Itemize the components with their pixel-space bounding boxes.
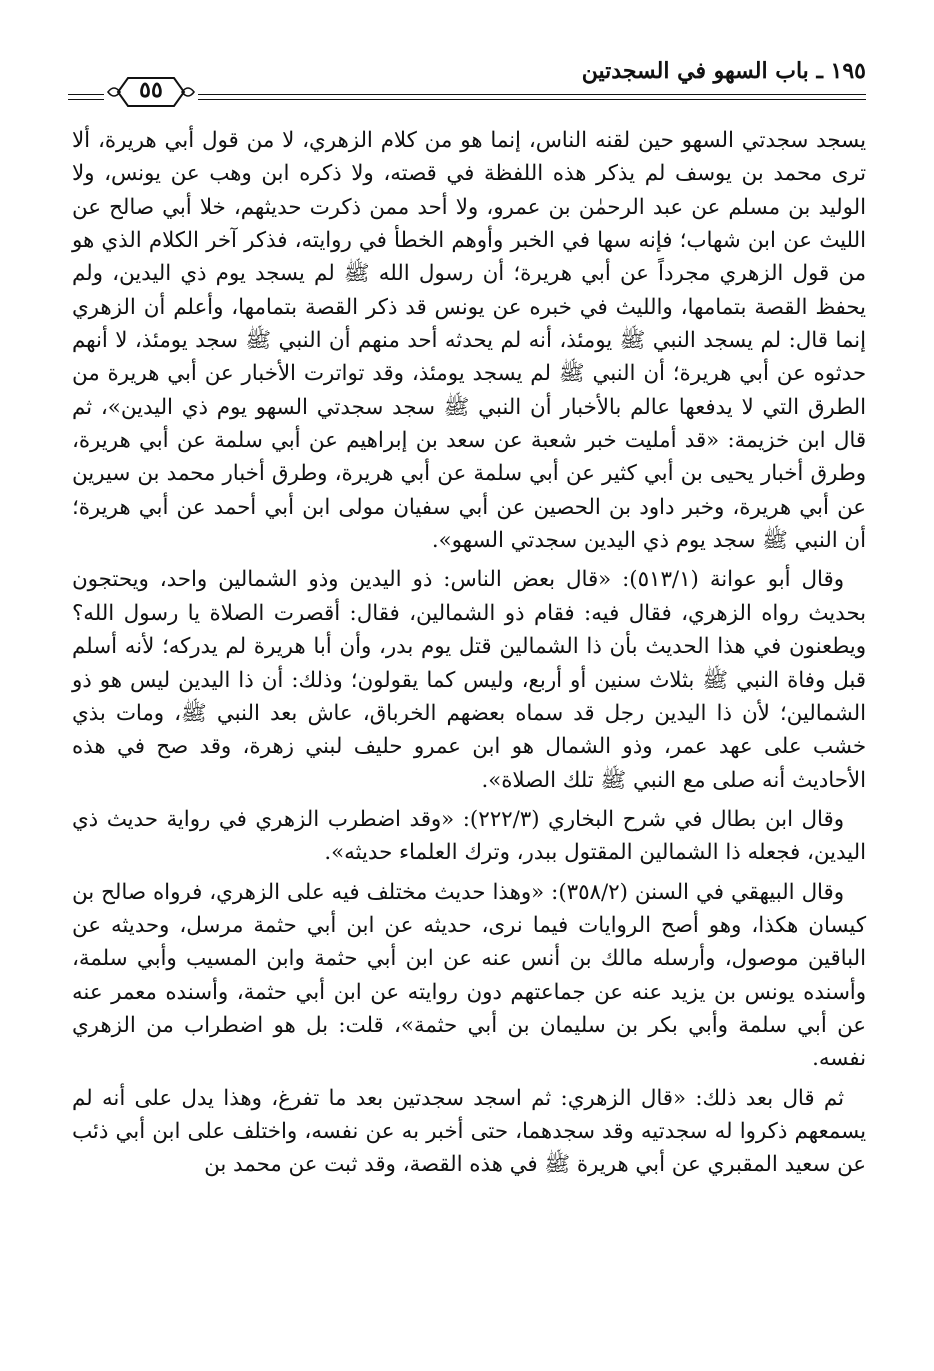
page-number: ٥٥: [139, 77, 163, 103]
paragraph-1: يسجد سجدتي السهو حين لقنه الناس، إنما هو من كلام الزهري، لا من قول أبي هريرة، ألا ترى محمد بن يوسف لم يذكر هذه اللفظة في قصته، ولا ذكره ابن وهب عن يونس، ولا الوليد بن مسلم عن عبد الرحمٰن بن عمرو، ولا أحد ممن ذكرت حديثهم، خلا أبي صالح عن الليث عن ابن شهاب؛ فإنه سها في الخبر وأوهم الخطأ في روايته، فذكر آخر الكلام الذي هو من قول الزهري مجرداً عن أبي هريرة؛ أن رسول الله ﷺ لم يسجد يوم ذي اليدين، ولم يحفظ القصة بتمامها، والليث في خبره عن يونس قد ذكر القصة بتمامها، وأعلم أن الزهري إنما قال: لم يسجد النبي ﷺ يومئذ، أنه لم يحدثه أحد منهم أن النبي ﷺ سجد يومئذ، لا أنهم حدثوه عن أبي هريرة؛ أن النبي ﷺ لم يسجد يومئذ، وقد تواترت الأخبار عن أبي هريرة من الطرق التي لا يدفعها عالم بالأخبار أن النبي ﷺ سجد سجدتي السهو يوم ذي اليدين»، ثم قال ابن خزيمة: «قد أمليت خبر شعبة عن سعد بن إبراهيم عن أبي سلمة عن أبي هريرة، وطرق أخبار يحيى بن أبي كثير عن أبي سلمة عن أبي هريرة، وطرق أخبار محمد بن سيرين عن أبي هريرة، وخبر داود بن الحصين عن أبي سفيان مولى ابن أبي أحمد عن أبي هريرة؛ أن النبي ﷺ سجد يوم ذي اليدين سجدتي السهو».: [72, 128, 866, 554]
paragraph-5: ثم قال بعد ذلك: «قال الزهري: ثم اسجد سجدتين بعد ما تفرغ، وهذا يدل على أنه لم يسمعهم ذكروا له سجدتيه وقد سجدهما، حتى أخبر به عن نفسه، واختلف على ابن أبي ذئب عن سعيد المقبري عن أبي هريرة ﷺ في هذه القصة، وقد ثبت عن محمد بن: [72, 1085, 866, 1178]
chapter-title: ١٩٥ ـ باب السهو في السجدتين: [581, 58, 866, 84]
paragraph-2: وقال أبو عوانة (٥١٣/١): «قال بعض الناس: ذو اليدين وذو الشمالين واحد، ويحتجون بحديث رواه الزهري، فقال فيه: فقام ذو الشمالين، فقال: أقصرت الصلاة يا رسول الله؟ ويطعنون في هذا الحديث بأن ذا الشمالين قتل يوم بدر، وأن أبا هريرة لم يدركه؛ لأنه أسلم قبل وفاة النبي ﷺ بثلاث سنين أو أربع، وليس كما يقولون؛ وذلك: أن ذا اليدين ليس هو ذو الشمالين؛ لأن ذا اليدين رجل قد سماه بعضهم الخرباق، عاش بعد النبي ﷺ، ومات بذي خشب على عهد عمر، وذو الشمال هو ابن عمرو حليف لبني زهرة، وقد صح في هذه الأحاديث أنه صلى مع النبي ﷺ تلك الصلاة».: [72, 567, 866, 793]
page-header: [68, 58, 866, 108]
main-text: [72, 124, 866, 1188]
paragraph-4: وقال البيهقي في السنن (٣٥٨/٢): «وهذا حديث مختلف فيه على الزهري، فرواه صالح بن كيسان هكذا، وهو أصح الروايات فيما نرى، حديثه عن ابن أبي حثمة مرسل، وحديثه عن الباقين موصول، وأرسله مالك بن أنس عنه عن ابن أبي حثمة وابن المسيب وأبي سلمة، وأسنده يونس بن يزيد عنه عن جماعتهم دون روايته عن ابن أبي حثمة، وأسنده معمر عنه عن أبي سلمة وأبي بكر بن سليمان بن أبي حثمة»، قلت: بل هو اضطراب من الزهري نفسه.: [72, 879, 866, 1072]
paragraph-3: وقال ابن بطال في شرح البخاري (٢٢٢/٣): «وقد اضطرب الزهري في رواية حديث ذي اليدين، فجعله ذا الشمالين المقتول ببدر، وترك العلماء حديثه».: [72, 806, 866, 866]
page-number-ornament: [104, 72, 198, 112]
